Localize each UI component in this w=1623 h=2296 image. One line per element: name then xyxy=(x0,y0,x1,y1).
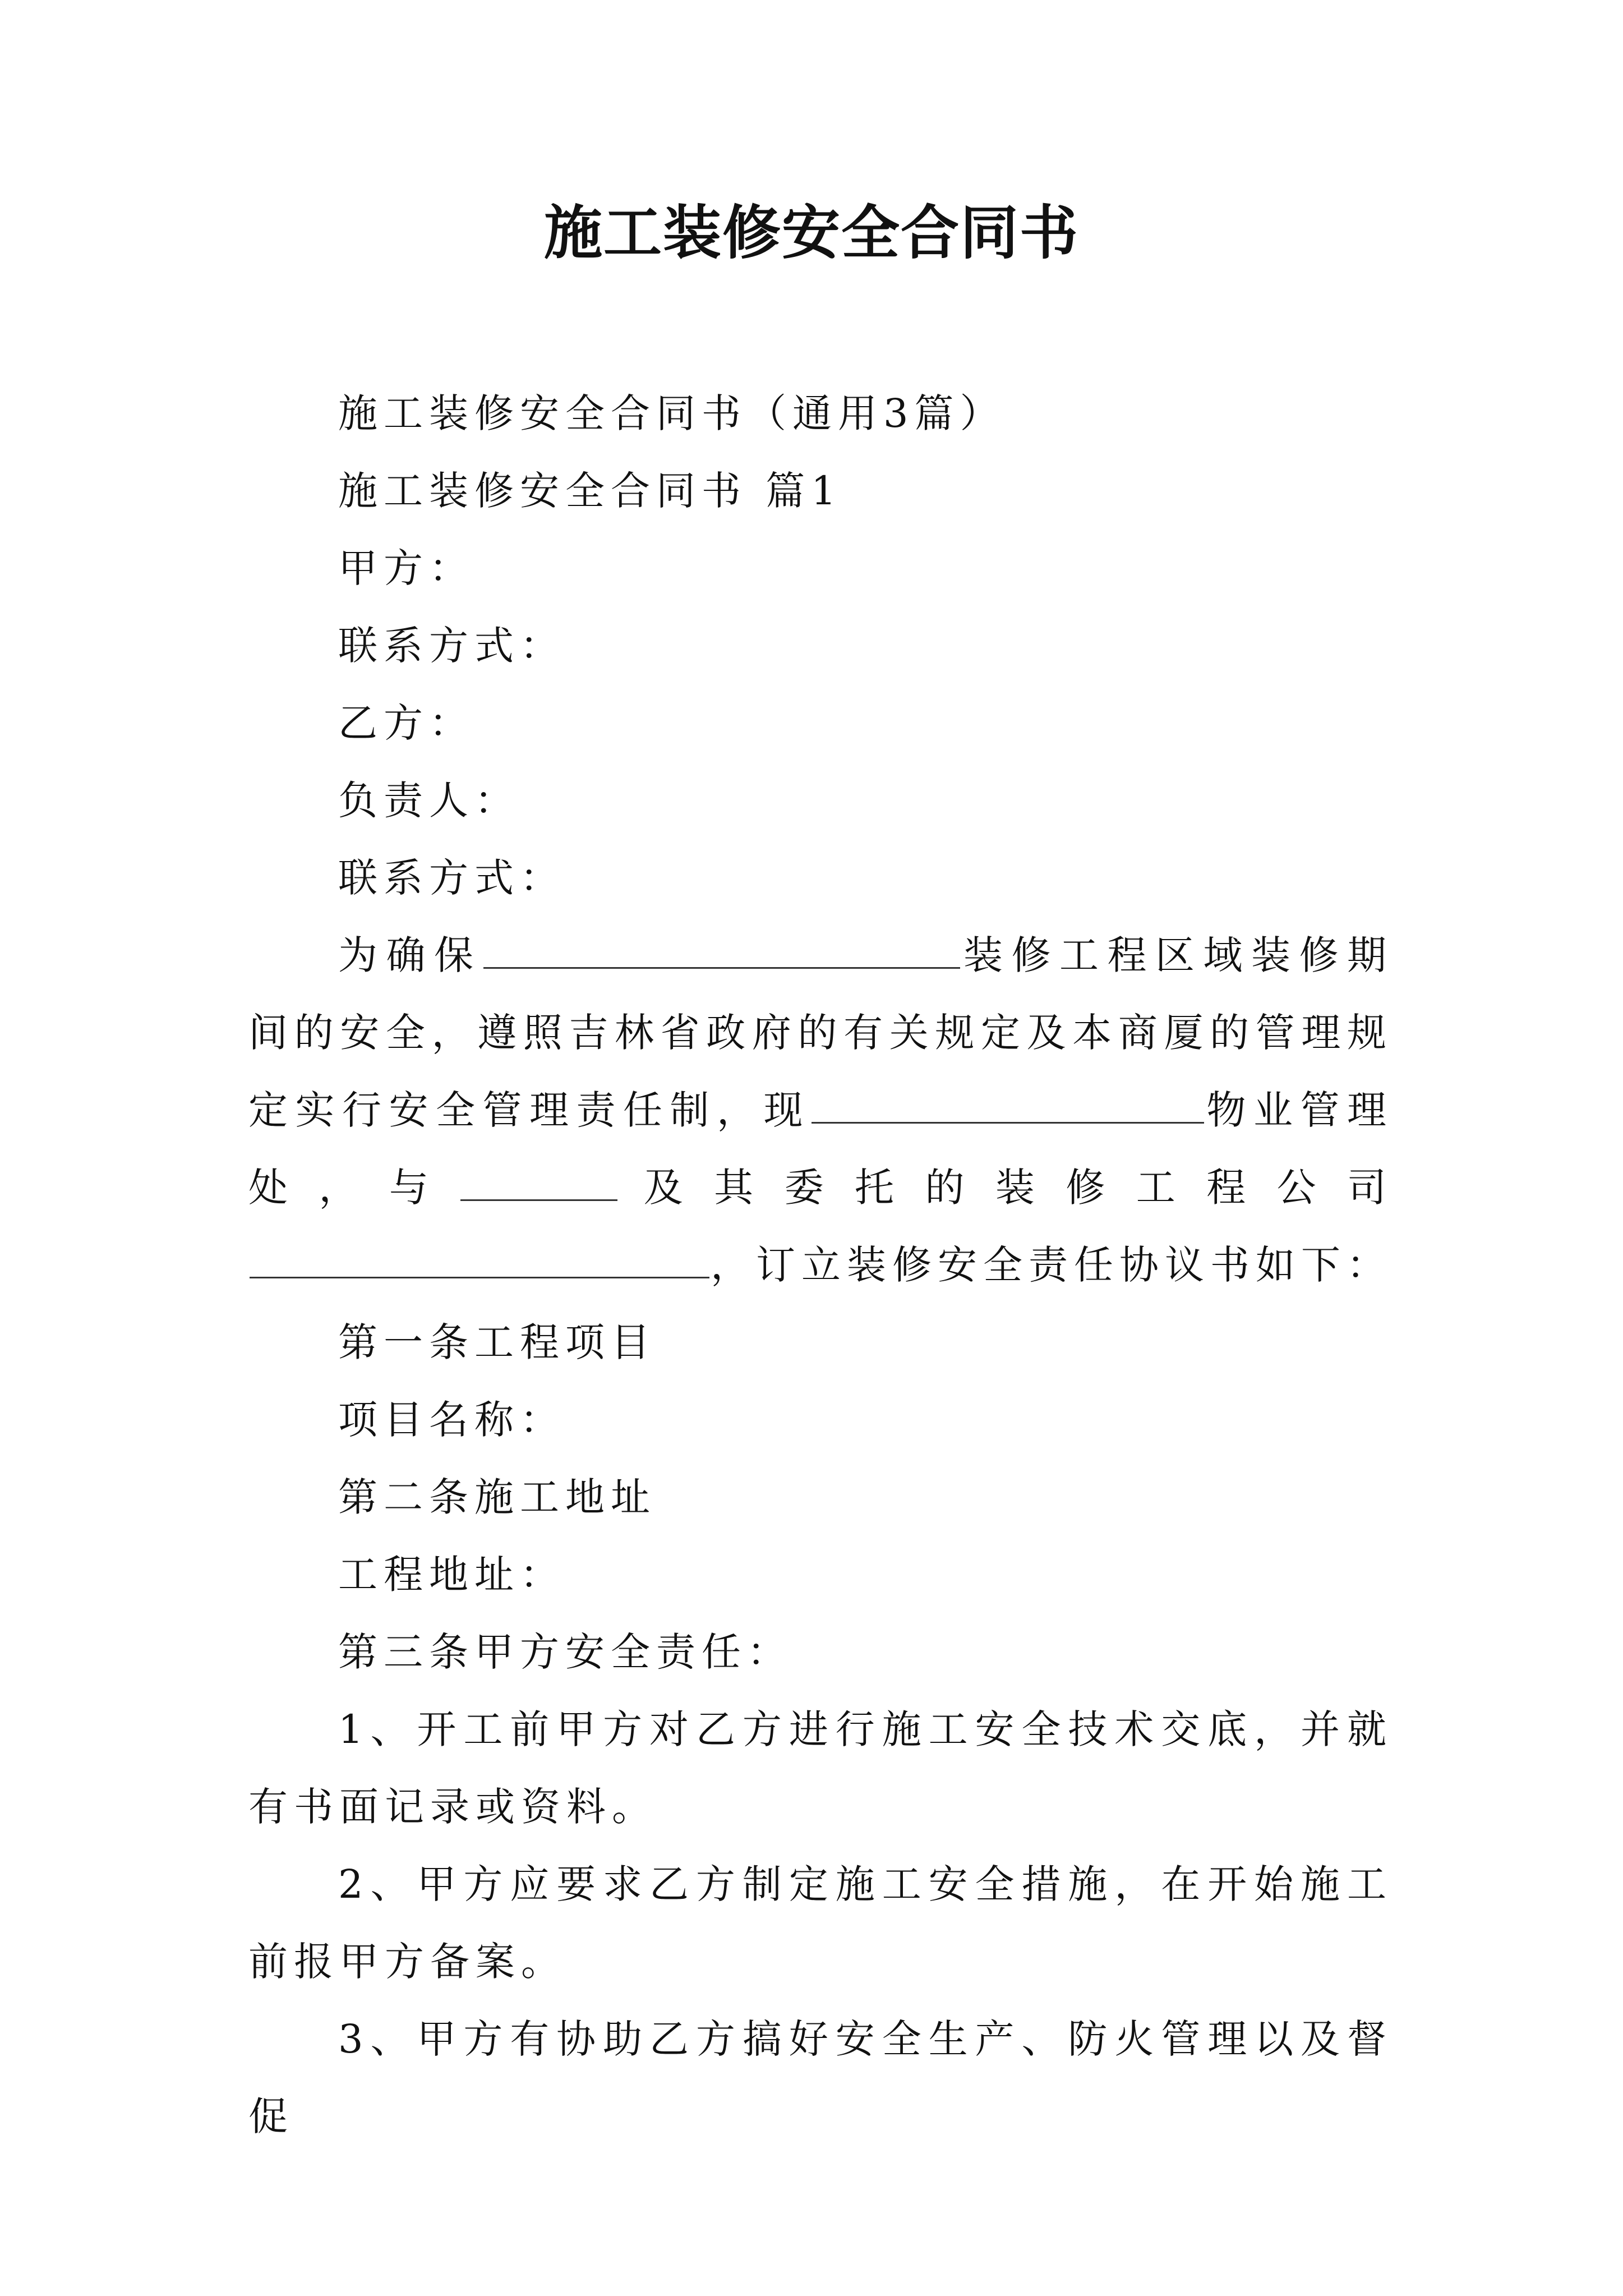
part-heading: 施工装修安全合同书 篇1 xyxy=(338,468,842,514)
intro-text-2: 装修工程区域装修期间的安全，遵照吉林省政府的有关规定及本商厦的管理规定实行安全管理责任制，现 xyxy=(248,932,1393,1133)
blank-field-property xyxy=(811,1088,1204,1124)
article-1-field: 项目名称： xyxy=(338,1397,565,1443)
person-in-charge-line: 负责人： xyxy=(338,777,520,823)
intro-text-4: 及其委托的装修工程公司 xyxy=(619,1165,1393,1211)
article-2-title: 第二条施工地址 xyxy=(338,1474,656,1520)
document-title: 施工装修安全合同书 xyxy=(543,198,1079,267)
intro-paragraph xyxy=(248,917,1393,1304)
article-1-title: 第一条工程项目 xyxy=(338,1319,656,1365)
document-body xyxy=(248,375,1393,2155)
contact-line-1: 联系方式： xyxy=(338,623,565,669)
subtitle-line: 施工装修安全合同书（通用3篇） xyxy=(338,390,1006,436)
intro-text-3: 物业管理处，与 xyxy=(248,1087,1393,1211)
article-3-item-1: 1、开工前甲方对乙方进行施工安全技术交底，并就有书面记录或资料。 xyxy=(248,1706,1393,1830)
intro-text-5: ，订立装修安全责任协议书如下： xyxy=(711,1242,1392,1288)
blank-field-project xyxy=(483,933,960,969)
party-a-line: 甲方： xyxy=(338,545,474,591)
article-2-field: 工程地址： xyxy=(338,1552,565,1598)
blank-field-owner xyxy=(460,1166,617,1201)
contact-line-2: 联系方式： xyxy=(338,855,565,901)
party-b-line: 乙方： xyxy=(338,700,474,746)
article-3-item-2: 2、甲方应要求乙方制定施工安全措施，在开始施工前报甲方备案。 xyxy=(248,1861,1393,1985)
article-3-title: 第三条甲方安全责任： xyxy=(338,1629,792,1675)
article-3-item-3: 3、甲方有协助乙方搞好安全生产、防火管理以及督促 xyxy=(248,2016,1393,2139)
blank-field-company xyxy=(250,1243,709,1278)
intro-text-1: 为确保 xyxy=(338,932,482,978)
